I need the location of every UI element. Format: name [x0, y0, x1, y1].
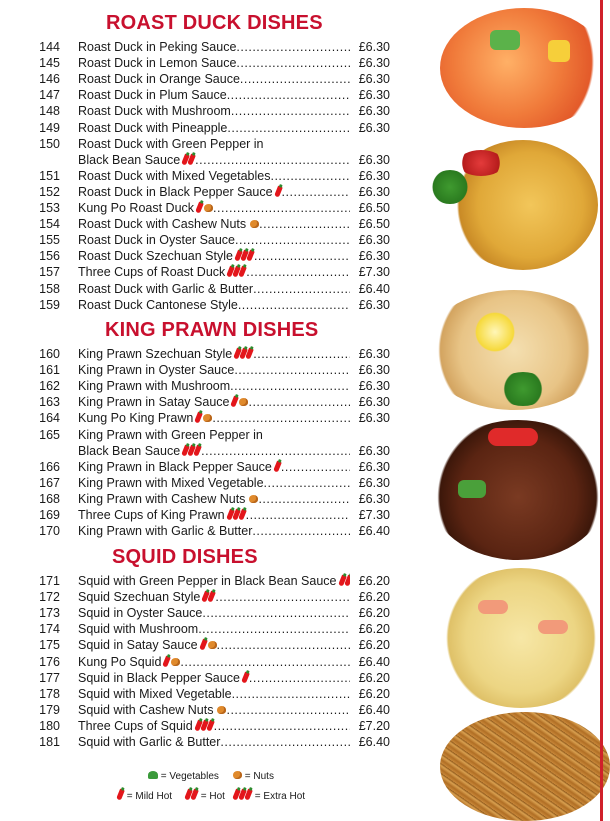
food-photo-fried-rice [436, 568, 606, 708]
dot-leader [232, 686, 350, 702]
legend-hot [186, 789, 225, 803]
menu-item [30, 103, 390, 119]
item-icons [235, 346, 253, 362]
nut-icon [171, 658, 180, 666]
menu-item-continuation [30, 152, 390, 168]
menu-item [30, 71, 390, 87]
dot-leader [281, 459, 350, 475]
dot-leader [220, 734, 350, 750]
item-price: £7.30 [358, 508, 390, 522]
item-name: King Prawn with Mushroom [78, 379, 231, 394]
item-number: 150 [39, 136, 60, 151]
item-number: 147 [39, 88, 60, 103]
legend-extra-hot [234, 789, 305, 803]
item-number: 169 [39, 508, 60, 522]
dot-leader [235, 232, 350, 248]
item-price: £6.30 [358, 249, 390, 264]
item-name: Roast Duck with Green Pepper in [78, 136, 264, 151]
item-name: Roast Duck in Lemon Sauce [78, 56, 237, 71]
item-price: £6.20 [358, 670, 390, 685]
item-name: Roast Duck Cantonese Style [78, 297, 238, 312]
item-price: £6.20 [358, 686, 390, 701]
item-icons [203, 589, 215, 605]
item-price: £6.20 [358, 638, 390, 653]
item-name: Squid with Garlic & Butter [78, 735, 221, 749]
section-title: KING PRAWN DISHES [105, 319, 319, 341]
dot-leader [213, 200, 350, 216]
dot-leader [236, 55, 350, 71]
item-name: Squid in Oyster Sauce [78, 606, 203, 621]
dot-leader [217, 637, 350, 653]
legend-nuts [232, 771, 274, 783]
item-name: Roast Duck in Oyster Sauce [78, 233, 236, 248]
food-photo-sweet-sour [440, 8, 608, 128]
legend-extra-hot-label: = Extra Hot [254, 791, 306, 802]
dot-leader [212, 410, 350, 426]
menu-item [30, 248, 390, 264]
menu-item [30, 573, 390, 589]
dot-leader [246, 264, 350, 280]
dot-leader [270, 168, 350, 184]
item-price: £6.20 [358, 590, 390, 605]
item-icons [249, 216, 259, 232]
dot-leader [282, 184, 350, 200]
chili-icon [231, 396, 240, 408]
item-price: £6.30 [358, 168, 390, 183]
menu-item [30, 637, 390, 653]
item-number: 172 [39, 590, 60, 605]
item-name: Black Bean Sauce [78, 152, 181, 167]
item-number: 153 [39, 201, 60, 215]
legend-nuts-label: = Nuts [244, 771, 274, 782]
menu-item [30, 346, 390, 362]
dot-leader [198, 621, 350, 637]
item-name: Kung Po King Prawn [78, 411, 194, 426]
item-price: £6.30 [358, 475, 390, 490]
menu-item [30, 184, 390, 200]
nut-icon [250, 220, 259, 228]
item-icons [183, 443, 201, 459]
prawn-piece [538, 620, 568, 634]
dot-leader [231, 103, 350, 119]
dot-leader [201, 443, 350, 459]
green-pepper-piece [490, 30, 520, 50]
nut-icon [239, 398, 248, 406]
legend-mild-hot-label: = Mild Hot [126, 791, 173, 802]
dot-leader [238, 297, 350, 313]
item-name: Squid with Cashew Nuts [78, 702, 214, 717]
item-price: £6.40 [358, 524, 390, 539]
menu-item [30, 297, 390, 313]
item-name: Roast Duck with Garlic & Butter [78, 281, 254, 296]
dot-leader [246, 507, 350, 523]
item-price: £7.30 [358, 265, 390, 280]
item-number: 171 [39, 574, 60, 588]
item-name: King Prawn Szechuan Style [78, 347, 233, 361]
item-number: 144 [39, 40, 60, 54]
menu-item [30, 718, 390, 734]
item-number: 174 [39, 622, 60, 637]
menu-item [30, 507, 390, 523]
dot-leader [214, 718, 350, 734]
item-name: King Prawn with Mixed Vegetable [78, 475, 264, 490]
item-number: 146 [39, 72, 60, 87]
dot-leader [240, 71, 350, 87]
nut-icon [203, 414, 212, 422]
item-name: Kung Po Squid [78, 654, 162, 669]
item-price: £6.50 [358, 201, 390, 215]
dot-leader [202, 605, 350, 621]
nut-icon [208, 641, 217, 649]
menu-item [30, 362, 390, 378]
dot-leader [226, 702, 350, 718]
item-name: King Prawn with Green Pepper in [78, 427, 263, 442]
broccoli [498, 372, 548, 406]
legend-mild-hot [118, 789, 172, 803]
item-name: King Prawn in Oyster Sauce [78, 363, 235, 378]
item-number: 163 [39, 395, 60, 410]
item-name: Squid with Mixed Vegetable [78, 686, 232, 701]
item-name: Roast Duck with Pineapple [78, 120, 228, 135]
item-price: £7.20 [358, 718, 390, 733]
item-price: £6.30 [358, 379, 390, 394]
dot-leader [230, 378, 350, 394]
menu-item [30, 702, 390, 718]
item-icons [164, 654, 180, 670]
menu-item [30, 120, 390, 136]
item-number: 156 [39, 249, 60, 264]
item-price: £6.30 [358, 72, 390, 87]
item-name: Squid in Satay Sauce [78, 638, 198, 653]
menu-item [30, 734, 390, 750]
item-number: 158 [39, 281, 60, 296]
dot-leader [215, 589, 350, 605]
menu-item [30, 475, 390, 491]
dot-leader [236, 39, 350, 55]
menu-item [30, 136, 390, 152]
item-price: £6.30 [358, 395, 390, 410]
item-number: 152 [39, 184, 60, 199]
menu-item [30, 281, 390, 297]
menu-item [30, 216, 390, 232]
item-price: £6.30 [358, 40, 390, 54]
item-price: £6.40 [358, 654, 390, 669]
item-name: Kung Po Roast Duck [78, 201, 195, 215]
dot-leader [254, 248, 350, 264]
item-number: 155 [39, 233, 60, 248]
item-icons [183, 152, 195, 168]
chili-icon [199, 639, 208, 651]
menu-item [30, 589, 390, 605]
dot-leader [253, 281, 350, 297]
item-icons [196, 410, 212, 426]
menu-item [30, 168, 390, 184]
chili-icon [116, 788, 125, 800]
item-number: 160 [39, 347, 60, 361]
item-name: Squid in Black Pepper Sauce [78, 670, 240, 685]
item-name: Three Cups of King Prawn [78, 508, 225, 522]
item-name: Roast Duck with Cashew Nuts [78, 217, 247, 232]
item-number: 165 [39, 427, 60, 442]
item-price: £6.30 [358, 56, 390, 71]
item-number: 145 [39, 56, 60, 71]
dot-leader [258, 491, 350, 507]
item-icons [340, 573, 351, 589]
section-title: ROAST DUCK DISHES [106, 12, 323, 34]
item-number: 162 [39, 379, 60, 394]
chili-icon [195, 201, 204, 213]
menu-item [30, 621, 390, 637]
item-price: £6.30 [358, 491, 390, 506]
item-price: £6.30 [358, 443, 390, 458]
dot-leader [264, 475, 350, 491]
item-name: Squid Szechuan Style [78, 590, 201, 605]
item-number: 166 [39, 459, 60, 474]
item-price: £6.40 [358, 281, 390, 296]
item-icons [196, 718, 214, 734]
nut-icon [217, 706, 226, 714]
item-number: 154 [39, 217, 60, 232]
menu-item [30, 394, 390, 410]
red-chili-slices [488, 428, 538, 446]
dot-leader [180, 654, 350, 670]
legend-vegetables-label: = Vegetables [160, 771, 219, 782]
dot-leader [259, 216, 350, 232]
item-icons [236, 248, 254, 264]
item-price: £6.20 [358, 574, 390, 588]
item-number: 148 [39, 104, 60, 119]
item-number: 161 [39, 363, 60, 378]
item-name: Squid with Green Pepper in Black Bean Sauce [78, 574, 337, 588]
green-pepper-piece [458, 480, 486, 498]
menu-item [30, 654, 390, 670]
item-price: £6.20 [358, 622, 390, 637]
item-name: Squid with Mushroom [78, 622, 199, 637]
chili-icon [163, 655, 172, 667]
item-number: 157 [39, 265, 60, 280]
item-number: 170 [39, 524, 60, 539]
item-number: 168 [39, 491, 60, 506]
item-icons [228, 264, 246, 280]
item-price: £6.40 [358, 702, 390, 717]
sauce-dish [458, 150, 504, 176]
item-icons [232, 394, 248, 410]
menu-item [30, 264, 390, 280]
item-price: £6.30 [358, 459, 390, 474]
item-price: £6.30 [358, 233, 390, 248]
item-number: 164 [39, 411, 60, 426]
item-number: 178 [39, 686, 60, 701]
menu-item [30, 410, 390, 426]
item-price: £6.30 [358, 88, 390, 103]
dot-leader [227, 87, 350, 103]
item-name: King Prawn with Garlic & Butter [78, 524, 253, 539]
menu-item [30, 523, 390, 539]
dot-leader [227, 120, 350, 136]
item-number: 159 [39, 297, 60, 312]
dot-leader [234, 362, 350, 378]
item-number: 149 [39, 120, 60, 135]
item-number: 175 [39, 638, 60, 653]
item-price: £6.20 [358, 606, 390, 621]
menu-item [30, 686, 390, 702]
nut-icon [249, 495, 258, 503]
nut-icon [233, 771, 242, 779]
food-photo-chow-mein [440, 712, 610, 821]
item-name: Roast Duck in Peking Sauce [78, 40, 237, 54]
item-number: 176 [39, 654, 60, 669]
item-icons [216, 702, 226, 718]
item-price: £6.30 [358, 411, 390, 426]
item-number: 179 [39, 702, 60, 717]
legend-vegetables [148, 771, 219, 783]
item-name: Roast Duck Szechuan Style [78, 249, 233, 264]
item-price: £6.30 [358, 104, 390, 119]
menu-item [30, 39, 390, 55]
item-price: £6.30 [358, 363, 390, 378]
menu-item [30, 427, 390, 443]
item-name: Roast Duck with Mixed Vegetables [78, 168, 271, 183]
vegetable-icon [148, 771, 158, 779]
food-photo-column [418, 0, 610, 821]
lemon-slice [473, 310, 517, 354]
page-edge-stripe [600, 0, 603, 821]
item-price: £6.30 [358, 347, 390, 361]
item-name: Roast Duck in Orange Sauce [78, 72, 240, 87]
item-name: King Prawn in Satay Sauce [78, 395, 230, 410]
item-name: Roast Duck in Plum Sauce [78, 88, 227, 103]
item-price: £6.50 [358, 217, 390, 232]
menu-item [30, 200, 390, 216]
menu-item-continuation [30, 443, 390, 459]
item-price: £6.30 [358, 120, 390, 135]
item-name: King Prawn in Black Pepper Sauce [78, 459, 272, 474]
menu-item [30, 87, 390, 103]
menu-item [30, 232, 390, 248]
item-price: £6.40 [358, 735, 390, 749]
item-name: Roast Duck with Mushroom [78, 104, 231, 119]
dot-leader [249, 670, 350, 686]
menu-item [30, 491, 390, 507]
item-name: Black Bean Sauce [78, 443, 181, 458]
item-number: 167 [39, 475, 60, 490]
menu-item [30, 55, 390, 71]
item-name: Three Cups of Roast Duck [78, 265, 226, 280]
item-number: 177 [39, 670, 60, 685]
item-price: £6.30 [358, 152, 390, 167]
broccoli [430, 170, 470, 204]
menu-item [30, 378, 390, 394]
dot-leader [195, 152, 350, 168]
item-icons [197, 200, 213, 216]
item-price: £6.30 [358, 297, 390, 312]
item-icons [201, 637, 217, 653]
menu-item [30, 605, 390, 621]
item-price: £6.30 [358, 184, 390, 199]
nut-icon [204, 204, 213, 212]
section-title: SQUID DISHES [112, 546, 258, 568]
item-name: Three Cups of Squid [78, 718, 193, 733]
dot-leader [252, 523, 350, 539]
item-number: 181 [39, 735, 60, 749]
dot-leader [253, 346, 350, 362]
pineapple-piece [548, 40, 570, 62]
item-icons [248, 491, 258, 507]
chili-icon [194, 412, 203, 424]
dot-leader [248, 394, 350, 410]
item-number: 151 [39, 168, 60, 183]
prawn-piece [478, 600, 508, 614]
legend-hot-label: = Hot [200, 791, 225, 802]
menu-item [30, 670, 390, 686]
item-number: 173 [39, 606, 60, 621]
item-icons [228, 507, 246, 523]
item-number: 180 [39, 718, 60, 733]
item-name: Roast Duck in Black Pepper Sauce [78, 184, 273, 199]
menu-item [30, 459, 390, 475]
item-name: King Prawn with Cashew Nuts [78, 491, 246, 506]
